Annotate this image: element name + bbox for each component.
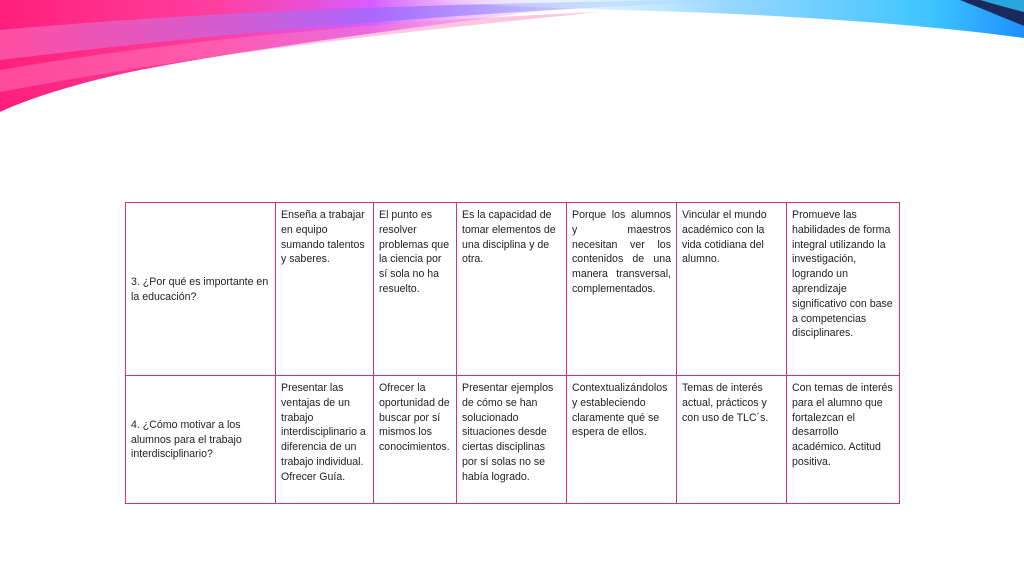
question-cell: 3. ¿Por qué es importante en la educación? bbox=[126, 203, 276, 376]
table-cell: Presentar ejemplos de cómo se han solucionado situaciones desde ciertas disciplinas por sí solas no se había logrado. bbox=[457, 376, 567, 504]
table-row bbox=[126, 376, 900, 504]
table-cell: El punto es resolver problemas que la ciencia por sí sola no ha resuelto. bbox=[374, 203, 457, 376]
table-cell: Porque los alumnos y maestros necesitan ver los contenidos de una manera transversal, complementados. bbox=[567, 203, 677, 376]
table-cell: Con temas de interés para el alumno que fortalezcan el desarrollo académico. Actitud positiva. bbox=[787, 376, 900, 504]
comparison-table-container bbox=[125, 202, 899, 504]
question-cell: 4. ¿Cómo motivar a los alumnos para el trabajo interdisciplinario? bbox=[126, 376, 276, 504]
table-cell: Enseña a trabajar en equipo sumando talentos y saberes. bbox=[276, 203, 374, 376]
table-cell: Contextualizándolos y estableciendo claramente qué se espera de ellos. bbox=[567, 376, 677, 504]
table-cell: Presentar las ventajas de un trabajo interdisciplinario a diferencia de un trabajo individual. Ofrecer Guía. bbox=[276, 376, 374, 504]
table-cell: Es la capacidad de tomar elementos de una disciplina y de otra. bbox=[457, 203, 567, 376]
table-cell: Vincular el mundo académico con la vida cotidiana del alumno. bbox=[677, 203, 787, 376]
table-cell: Ofrecer la oportunidad de buscar por sí mismos los conocimientos. bbox=[374, 376, 457, 504]
table-cell: Promueve las habilidades de forma integral utilizando la investigación, logrando un aprendizaje significativo con base a competencias disciplinares. bbox=[787, 203, 900, 376]
decorative-wave-banner bbox=[0, 0, 1024, 130]
interdisciplinary-table bbox=[125, 202, 900, 504]
table-cell: Temas de interés actual, prácticos y con uso de TLC´s. bbox=[677, 376, 787, 504]
table-row bbox=[126, 203, 900, 376]
